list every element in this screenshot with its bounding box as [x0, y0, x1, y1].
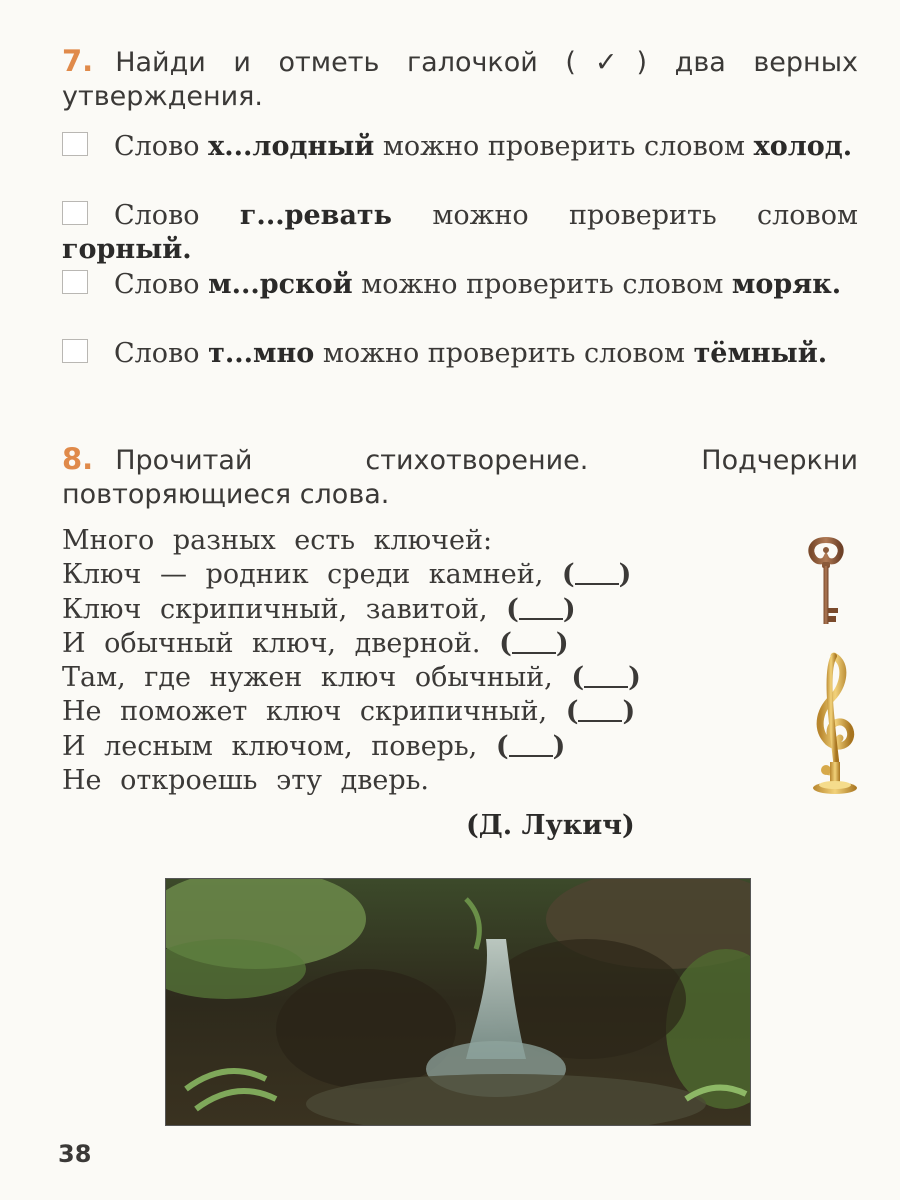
- option-1-check: холод.: [753, 131, 853, 162]
- old-key-icon: [804, 536, 864, 636]
- answer-blank[interactable]: [509, 733, 553, 757]
- option-4: Слово т...мно можно проверить словом тёмный.: [62, 337, 858, 371]
- option-1: Слово х...лодный можно проверить словом холод.: [62, 130, 858, 164]
- option-3: Слово м...рской можно проверить словом моряк.: [62, 268, 858, 302]
- task-8-text: Прочитай стихотворение. Подчеркни повторяющиеся слова.: [62, 445, 858, 510]
- treble-clef-statue-icon: [804, 650, 864, 804]
- checkbox-3[interactable]: [62, 270, 88, 294]
- page-number: 38: [58, 1140, 92, 1168]
- poem-line: Ключ — родник среди камней, ( ): [62, 559, 632, 591]
- option-1-word: х...лодный: [208, 131, 375, 162]
- checkbox-1[interactable]: [62, 132, 88, 156]
- answer-blank[interactable]: [519, 596, 563, 620]
- option-2-word: г...ревать: [239, 200, 392, 231]
- task-7-number: 7.: [62, 44, 94, 78]
- checkbox-2[interactable]: [62, 201, 88, 225]
- option-4-word: т...мно: [208, 338, 315, 369]
- forest-spring-photo: [165, 878, 751, 1126]
- answer-blank[interactable]: [575, 561, 619, 585]
- poem-line: Не поможет ключ скрипичный, ( ): [62, 696, 636, 728]
- task-7-instruction: [62, 44, 858, 114]
- poem: [62, 524, 782, 798]
- task-8-number: 8.: [62, 442, 94, 476]
- option-2: Слово г...ревать можно проверить словом горный.: [62, 200, 858, 265]
- option-2-check: горный.: [62, 234, 192, 265]
- task-8-instruction: [62, 442, 858, 512]
- poem-line: Не откроешь эту дверь.: [62, 765, 429, 797]
- poem-line: Ключ скрипичный, завитой, ( ): [62, 593, 576, 625]
- option-4-check: тёмный.: [693, 338, 828, 369]
- checkbox-4[interactable]: [62, 339, 88, 363]
- answer-blank[interactable]: [512, 630, 556, 654]
- answer-blank[interactable]: [578, 698, 622, 722]
- poem-line: Там, где нужен ключ обычный, ( ): [62, 662, 641, 694]
- poem-line: И лесным ключом, поверь, ( ): [62, 730, 566, 762]
- poem-author: (Д. Лукич): [466, 810, 635, 841]
- option-3-word: м...рской: [208, 269, 353, 300]
- poem-line: Много разных есть ключей:: [62, 525, 493, 556]
- poem-line: И обычный ключ, дверной. ( ): [62, 627, 569, 659]
- option-3-check: моряк.: [731, 269, 842, 300]
- answer-blank[interactable]: [584, 664, 628, 688]
- task-7-text: Найди и отметь галочкой (✓) два верных утверждения.: [62, 47, 858, 112]
